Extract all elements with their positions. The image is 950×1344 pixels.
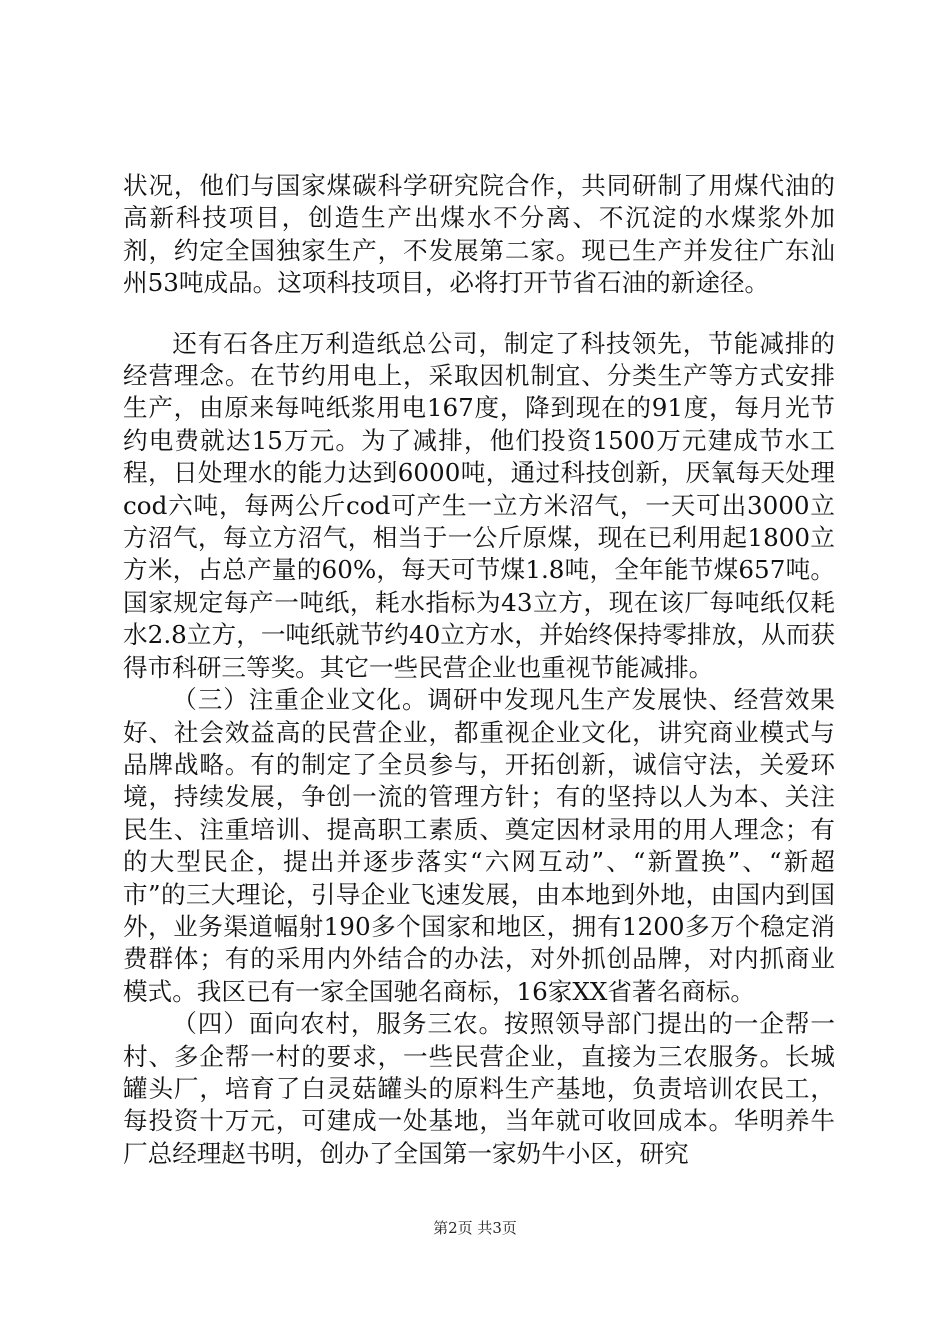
paragraph-3: （三）注重企业文化。调研中发现凡生产发展快、经营效果好、社会效益高的民营企业，都重视企业文化，讲究商业模式与品牌战略。有的制定了全员参与，开拓创新，诚信守法，关爱环境，持续发展，争创一流的管理方针；有的坚持以人为本、关注民生、注重培训、提高职工素质、奠定因材录用的用人理念；有的大型民企，提出并逐步落实“六网互动”、“新置换”、“新超市”的三大理论，引导企业飞速发展，由本地到外地，由国内到国外，业务渠道幅射190多个国家和地区，拥有1200多万个稳定消费群体；有的采用内外结合的办法，对外抓创品牌，对内抓商业模式。我区已有一家全国驰名商标，16家XX省著名商标。: [123, 685, 835, 1006]
paragraph-2: 还有石各庄万利造纸总公司，制定了科技领先，节能减排的经营理念。在节约用电上，采取因机制宜、分类生产等方式安排生产，由原来每吨纸浆用电167度，降到现在的91度，每月光节约电费就达15万元。为了减排，他们投资1500万元建成节水工程，日处理水的能力达到6000吨，通过科技创新，厌氧每天处理cod六吨，每两公斤cod可产生一立方米沼气，一天可出3000立方沼气，每立方沼气，相当于一公斤原煤，现在已利用起1800立方米，占总产量的60%，每天可节煤1.8吨，全年能节煤657吨。国家规定每产一吨纸，耗水指标为43立方，现在该厂每吨纸仅耗水2.8立方，一吨纸就节约40立方水，并始终保持零排放，从而获得市科研三等奖。其它一些民营企业也重视节能减排。: [123, 328, 835, 682]
paragraph-1: 状况，他们与国家煤碳科学研究院合作，共同研制了用煤代油的高新科技项目，创造生产出煤水不分离、不沉淀的水煤浆外加剂，约定全国独家生产，不发展第二家。现已生产并发往广东汕州53吨成品。这项科技项目，必将打开节省石油的新途径。: [123, 171, 835, 298]
body-text: [123, 170, 835, 1170]
page-footer: 第2页 共3页: [433, 1219, 517, 1237]
paragraph-4: （四）面向农村，服务三农。按照领导部门提出的一企帮一村、多企帮一村的要求，一些民营企业，直接为三农服务。长城罐头厂，培育了白灵菇罐头的原料生产基地，负责培训农民工，每投资十万元，可建成一处基地，当年就可收回成本。华明养牛厂总经理赵书明，创办了全国第一家奶牛小区，研究: [123, 1009, 835, 1168]
